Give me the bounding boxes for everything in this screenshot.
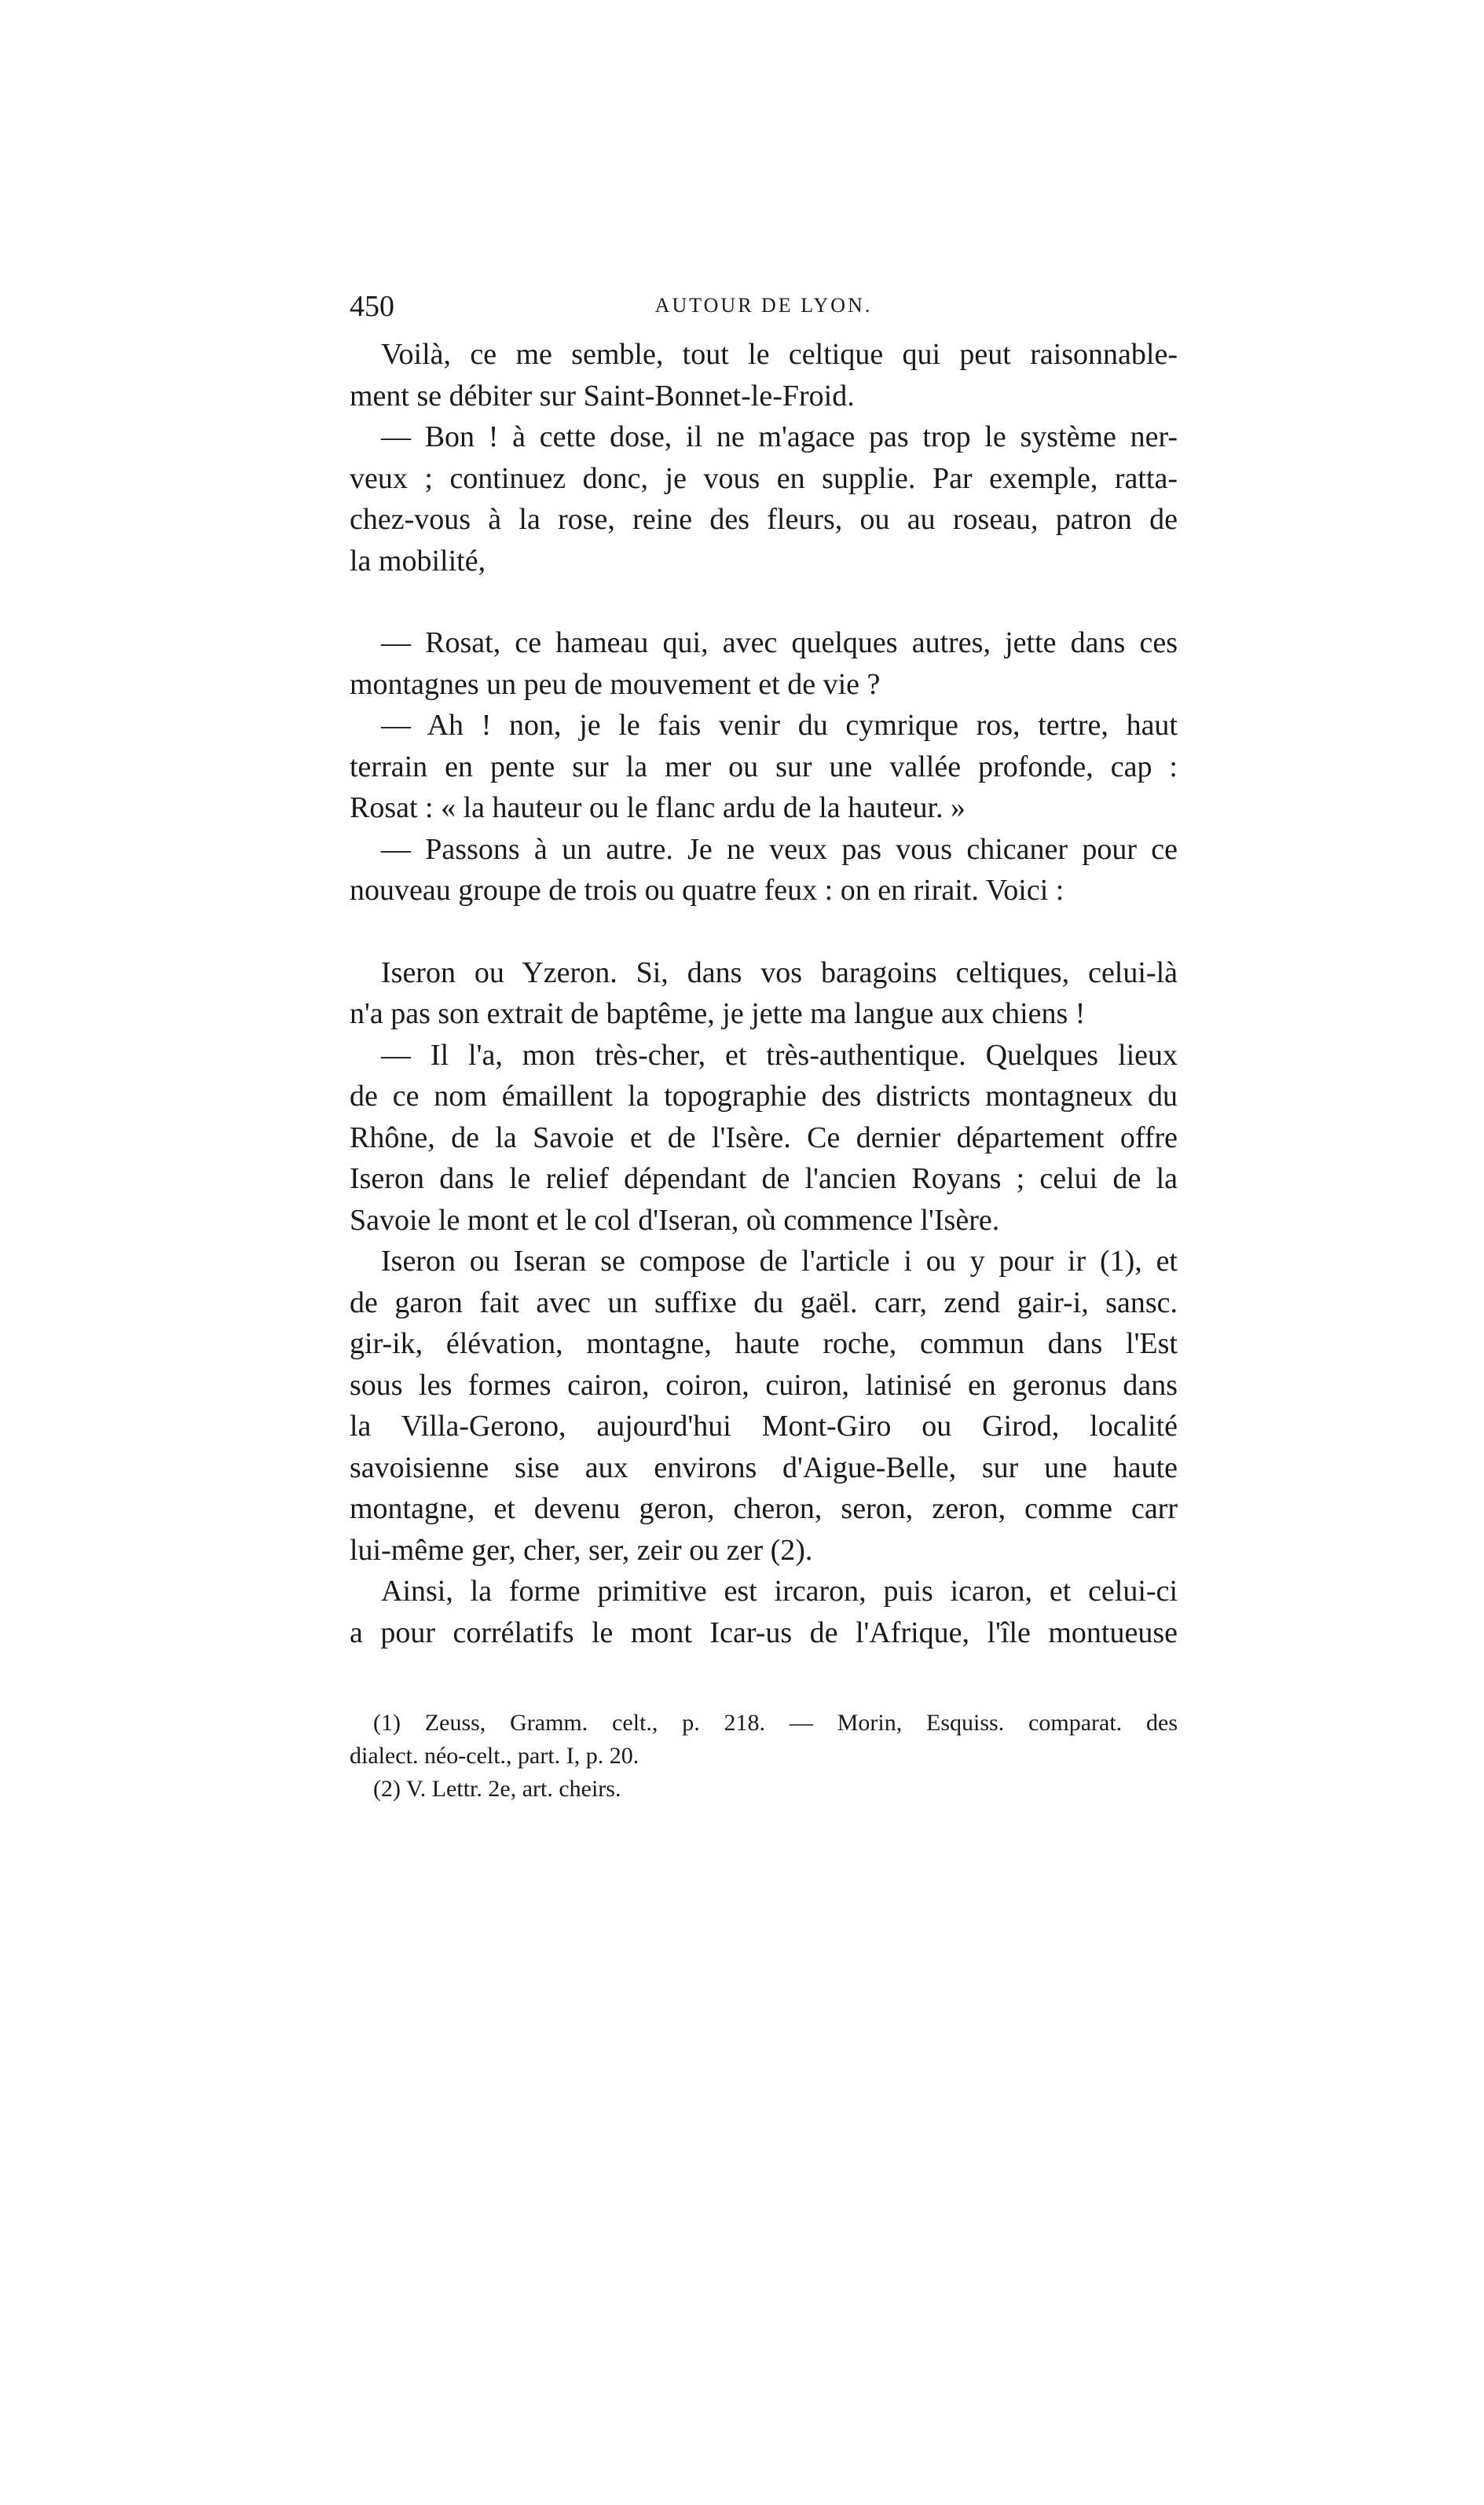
- footnote: [350, 1707, 1178, 1773]
- paragraph: [350, 416, 1178, 581]
- text-line: n'a pas son extrait de baptême, je jette ma langue aux chiens !: [350, 997, 1086, 1030]
- footnotes: [350, 1707, 1178, 1806]
- text-line: — Ah ! non, je le fais venir du cymrique ros, tertre, haut: [381, 709, 1178, 742]
- paragraph: [350, 1571, 1178, 1653]
- text-line: montagnes un peu de mouvement et de vie ?: [350, 667, 881, 701]
- text-line: de ce nom émaillent la topographie des districts montagneux du: [350, 1080, 1178, 1113]
- text-line: terrain en pente sur la mer ou sur une vallée profonde, cap :: [350, 750, 1178, 783]
- text-line: la mobilité,: [350, 544, 486, 578]
- footnote: [350, 1773, 1178, 1806]
- paragraph-gap: [350, 911, 1178, 952]
- text-line: veux ; continuez donc, je vous en supplie. Par exemple, ratta-: [350, 461, 1178, 495]
- paragraph: [350, 1241, 1178, 1571]
- text-line: de garon fait avec un suffixe du gaël. carr, zend gair-i, sansc.: [350, 1286, 1178, 1319]
- paragraph: [350, 622, 1178, 705]
- body-text: [350, 334, 1178, 1653]
- page-header: [350, 289, 1178, 328]
- text-line: gir-ik, élévation, montagne, haute roche, commun dans l'Est: [350, 1327, 1178, 1360]
- text-line: Iseron dans le relief dépendant de l'ancien Royans ; celui de la: [350, 1162, 1178, 1195]
- paragraph: [350, 334, 1178, 416]
- text-line: Ainsi, la forme primitive est ircaron, puis icaron, et celui-ci: [381, 1575, 1178, 1608]
- text-line: la Villa-Gerono, aujourd'hui Mont-Giro ou Girod, localité: [350, 1410, 1178, 1443]
- paragraph: [350, 705, 1178, 829]
- paragraph: [350, 1035, 1178, 1241]
- text-line: — Il l'a, mon très-cher, et très-authentique. Quelques lieux: [381, 1038, 1178, 1072]
- text-line: Savoie le mont et le col d'Iseran, où commence l'Isère.: [350, 1203, 1000, 1237]
- footnote-line: (2) V. Lettr. 2e, art. cheirs.: [373, 1776, 621, 1802]
- text-line: — Passons à un autre. Je ne veux pas vous chicaner pour ce: [381, 832, 1178, 866]
- text-line: Iseron ou Yzeron. Si, dans vos baragoins celtiques, celui-là: [381, 955, 1178, 989]
- text-line: savoisienne sise aux environs d'Aigue-Belle, sur une haute: [350, 1451, 1178, 1484]
- text-line: Rhône, de la Savoie et de l'Isère. Ce dernier département offre: [350, 1120, 1178, 1154]
- footnote-line: dialect. néo-celt., part. I, p. 20.: [350, 1743, 639, 1769]
- text-line: ment se débiter sur Saint-Bonnet-le-Froid.: [350, 379, 855, 413]
- text-line: lui-même ger, cher, ser, zeir ou zer (2).: [350, 1533, 813, 1567]
- page-number: 450: [350, 290, 394, 323]
- text-line: Voilà, ce me semble, tout le celtique qui peut raisonnable-: [381, 338, 1178, 371]
- paragraph: [350, 829, 1178, 911]
- text-line: a pour corrélatifs le mont Icar-us de l'Afrique, l'île montueuse: [350, 1616, 1178, 1649]
- paragraph-gap: [350, 581, 1178, 622]
- footnote-line: (1) Zeuss, Gramm. celt., p. 218. — Morin, Esquiss. comparat. des: [373, 1710, 1178, 1736]
- text-line: — Bon ! à cette dose, il ne m'agace pas trop le système ner-: [381, 420, 1178, 453]
- text-line: Iseron ou Iseran se compose de l'article i ou y pour ir (1), et: [381, 1245, 1178, 1278]
- text-line: — Rosat, ce hameau qui, avec quelques autres, jette dans ces: [381, 626, 1178, 659]
- running-title: AUTOUR DE LYON.: [654, 294, 873, 317]
- text-line: nouveau groupe de trois ou quatre feux : on en rirait. Voici :: [350, 874, 1064, 907]
- text-line: Rosat : « la hauteur ou le flanc ardu de la hauteur. »: [350, 791, 966, 824]
- text-line: chez-vous à la rose, reine des fleurs, ou au roseau, patron de: [350, 503, 1178, 536]
- text-line: sous les formes cairon, coiron, cuiron, latinisé en geronus dans: [350, 1368, 1178, 1402]
- text-line: montagne, et devenu geron, cheron, seron, zeron, comme carr: [350, 1492, 1178, 1525]
- paragraph: [350, 952, 1178, 1035]
